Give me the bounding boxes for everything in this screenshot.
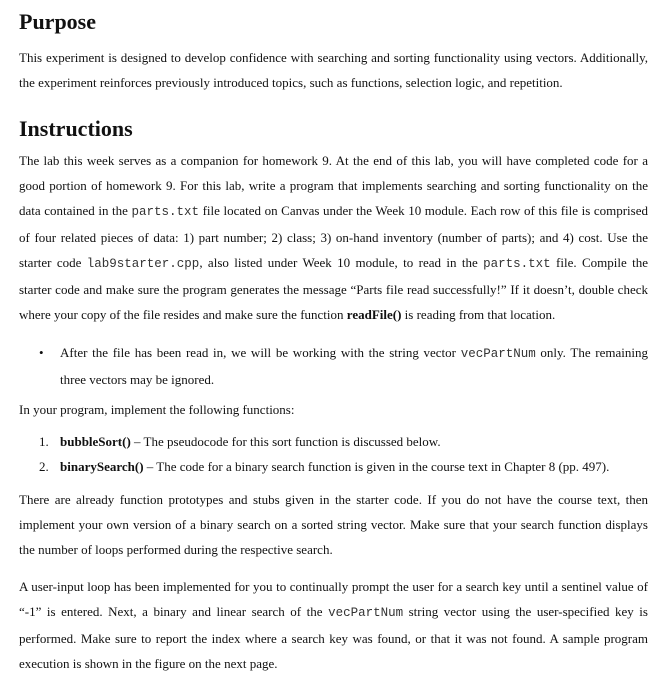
instructions-paragraph-3: There are already function prototypes and stubs given in the starter code. If you do not have the course text, then implement your own version of a binary search on a sorted string vector. Make sure that your search function displays the number of loops performed during the respective search. [19, 492, 648, 557]
bullet-marker: • [39, 345, 44, 360]
list-item: • After the file has been read in, we will be working with the string vector vecPartNum only. The remaining three vectors may be ignored. [39, 340, 648, 392]
function-binarysearch: binarySearch() [60, 459, 144, 474]
function-readfile: readFile() [346, 307, 402, 322]
purpose-heading: Purpose [19, 9, 96, 34]
filename-parts-txt-2: parts.txt [483, 257, 551, 271]
instructions-paragraph-2: In your program, implement the following functions: [19, 402, 295, 417]
function-list [19, 429, 648, 479]
list-item: 2. binarySearch() – The code for a binary search function is given in the course text in Chapter 8 (pp. 497). [39, 459, 610, 474]
function-bubblesort: bubbleSort() [60, 434, 131, 449]
instructions-paragraph-1: The lab this week serves as a companion for homework 9. At the end of this lab, you will have completed code for a good portion of homework 9. For this lab, write a program that implements searching and sorting functionality on the data contained in the parts.txt file located on Canvas under the Week 10 module. Each row of this file is comprised of four related pieces of data: 1) part number; 2) class; 3) on-hand inventory (number of parts); and 4) cost. Use the starter code lab9starter.cpp, also listed under Week 10 module, to read in the parts.txt file. Compile the starter code and make sure the program generates the message “Parts file read successfully!” If it doesn’t, double check where your copy of the file resides and make sure the function readFile() is reading from that location. [19, 153, 649, 322]
code-vecpartnum-2: vecPartNum [328, 606, 404, 620]
bullet-list [19, 340, 648, 392]
filename-starter-cpp: lab9starter.cpp [86, 257, 200, 271]
instructions-heading: Instructions [19, 116, 133, 141]
purpose-paragraph: This experiment is designed to develop confidence with searching and sorting functionality using vectors. Additionally, the experiment reinforces previously introduced topics, such as functions, selection logic, and repetition. [19, 50, 648, 90]
instructions-paragraph-4: A user-input loop has been implemented for you to continually prompt the user for a search key until a sentinel value of “-1” is entered. Next, a binary and linear search of the vecPartNum string vector using the user-specified key is performed. Make sure to report the index where a search key was found, or that it was not found. A sample program execution is shown in the figure on the next page. [19, 579, 648, 671]
code-vecpartnum: vecPartNum [460, 347, 536, 361]
list-item: 1. bubbleSort() – The pseudocode for this sort function is discussed below. [39, 434, 441, 449]
filename-parts-txt: parts.txt [131, 205, 199, 219]
